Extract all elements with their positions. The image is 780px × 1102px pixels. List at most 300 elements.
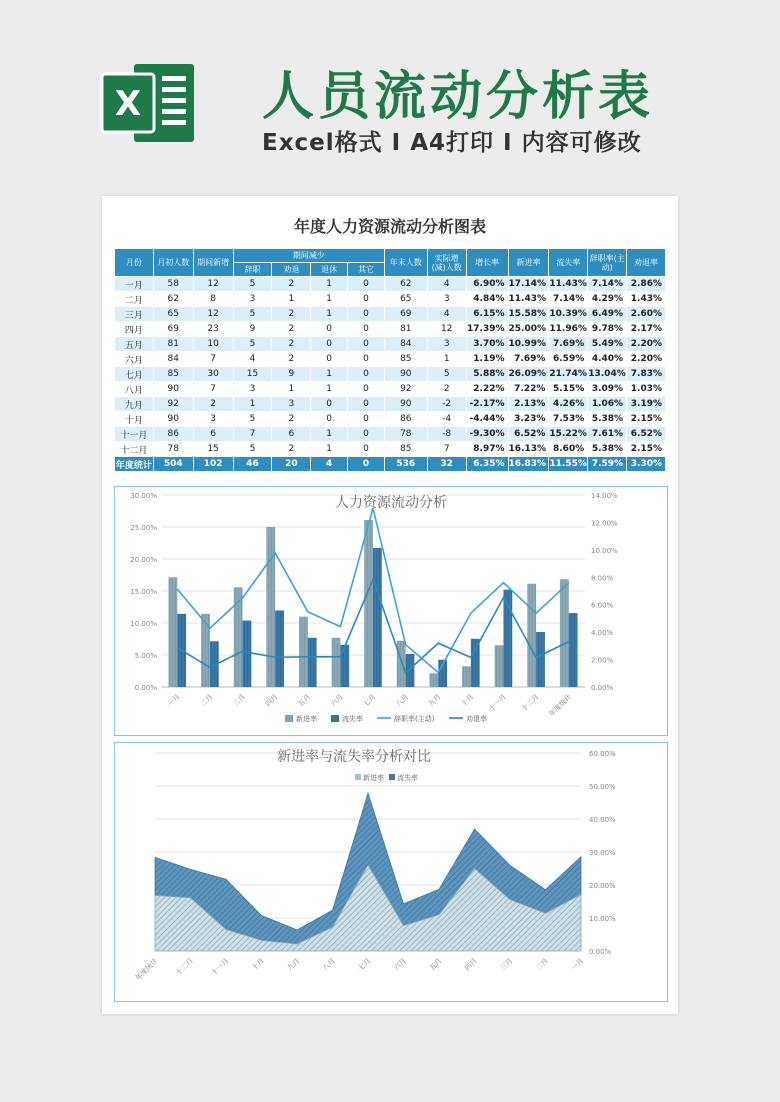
cell-resign-rate: 3.09% (588, 382, 627, 397)
x-tick-label: 一月 (569, 956, 586, 973)
cell-end: 86 (384, 412, 427, 427)
cell-entry: 16.13% (508, 442, 549, 457)
header-net: 实际增(减)人数 (427, 249, 466, 277)
cell-end: 65 (384, 292, 427, 307)
cell-dismiss: 1 (272, 382, 311, 397)
header-decrease: 期间减少 (233, 249, 384, 263)
right-tick-label: 10.00% (591, 546, 618, 555)
table-row (115, 277, 666, 292)
cell-net: 2 (427, 382, 466, 397)
header-dismiss-rate: 劝退率 (627, 249, 666, 277)
cell-growth: 6.15% (466, 307, 508, 322)
cell-month: 十月 (115, 412, 154, 427)
cell-new: 2 (193, 397, 233, 412)
cell-dismiss: 2 (272, 412, 311, 427)
cell-loss: 7.69% (549, 337, 588, 352)
cell-retire: 1 (311, 427, 348, 442)
header-new: 期间新增 (193, 249, 233, 277)
left-tick-label: 20.00% (130, 556, 157, 564)
total-cell-resign-rate: 7.59% (588, 457, 627, 472)
cell-loss: 11.96% (549, 322, 588, 337)
cell-dismiss: 9 (272, 367, 311, 382)
cell-dismiss: 2 (272, 322, 311, 337)
cell-growth: -9.30% (466, 427, 508, 442)
cell-resign-rate: 1.06% (588, 397, 627, 412)
bar-entry-rate (397, 641, 406, 687)
bar-loss-rate (406, 654, 415, 687)
legend-swatch (331, 715, 339, 722)
header-entry: 新进率 (508, 249, 549, 277)
cell-resign: 15 (233, 367, 272, 382)
cell-other: 0 (348, 322, 385, 337)
cell-resign-rate: 4.40% (588, 352, 627, 367)
x-tick-label: 六月 (392, 956, 408, 973)
legend-label: 劝退率 (466, 715, 487, 723)
cell-growth: 1.19% (466, 352, 508, 367)
cell-resign-rate: 9.78% (588, 322, 627, 337)
flow-analysis-chart-svg (115, 487, 667, 735)
cell-new: 8 (193, 292, 233, 307)
cell-other: 0 (348, 292, 385, 307)
bar-entry-rate (201, 614, 210, 687)
bar-entry-rate (527, 584, 536, 687)
bar-loss-rate (243, 621, 252, 687)
cell-dismiss-rate: 6.52% (627, 427, 666, 442)
chart-title: 新进率与流失率分析对比 (277, 749, 431, 765)
cell-dismiss: 2 (272, 442, 311, 457)
bar-entry-rate (332, 638, 341, 687)
total-row (115, 457, 666, 472)
bar-loss-rate (569, 613, 578, 687)
sheet-title: 年度人力资源流动分析图表 (293, 217, 486, 236)
cell-entry: 11.43% (508, 292, 549, 307)
right-tick-label: 20.00% (589, 882, 616, 890)
cell-retire: 1 (311, 367, 348, 382)
cell-loss: 7.53% (549, 412, 588, 427)
legend-swatch (285, 715, 293, 722)
total-cell-other: 0 (348, 457, 385, 472)
cell-month: 十一月 (115, 427, 154, 442)
cell-loss: 4.26% (549, 397, 588, 412)
total-cell-entry: 16.83% (508, 457, 549, 472)
x-tick-label: 年度统计 (547, 692, 574, 719)
cell-growth: 4.84% (466, 292, 508, 307)
cell-growth: 5.88% (466, 367, 508, 382)
cell-resign: 3 (233, 292, 272, 307)
table-row (115, 382, 666, 397)
right-tick-label: 10.00% (589, 915, 616, 923)
right-tick-label: 6.00% (591, 601, 614, 610)
cell-resign-rate: 4.29% (588, 292, 627, 307)
legend-label: 新进率 (296, 715, 317, 723)
cell-resign-rate: 7.61% (588, 427, 627, 442)
left-tick-label: 25.00% (130, 524, 157, 532)
x-tick-label: 年度统计 (133, 956, 160, 983)
x-tick-label: 七月 (356, 956, 373, 973)
bar-loss-rate (340, 645, 349, 687)
cell-new: 10 (193, 337, 233, 352)
cell-other: 0 (348, 337, 385, 352)
cell-start: 86 (153, 427, 193, 442)
cell-other: 0 (348, 307, 385, 322)
x-tick-label: 六月 (329, 692, 345, 709)
x-tick-label: 四月 (264, 692, 280, 709)
cell-net: -2 (427, 397, 466, 412)
cell-growth: 6.90% (466, 277, 508, 292)
right-tick-label: 60.00% (589, 750, 616, 758)
legend-label: 新进率 (363, 774, 384, 782)
cell-resign: 5 (233, 277, 272, 292)
cell-resign: 3 (233, 382, 272, 397)
cell-net: -4 (427, 412, 466, 427)
cell-dismiss: 1 (272, 292, 311, 307)
bar-entry-rate (560, 579, 569, 687)
cell-entry: 6.52% (508, 427, 549, 442)
cell-retire: 1 (311, 277, 348, 292)
bar-entry-rate (364, 520, 373, 687)
header-retire: 退休 (311, 263, 348, 277)
table-row (115, 427, 666, 442)
legend-label: 流失率 (342, 715, 363, 723)
x-tick-label: 五月 (427, 956, 444, 973)
total-cell-new: 102 (193, 457, 233, 472)
x-tick-label: 八月 (321, 956, 337, 973)
cell-end: 62 (384, 277, 427, 292)
cell-dismiss: 6 (272, 427, 311, 442)
bar-entry-rate (495, 645, 504, 687)
cell-end: 78 (384, 427, 427, 442)
header-month: 月份 (115, 249, 154, 277)
left-tick-label: 0.00% (134, 684, 157, 692)
logo-letter: X (114, 84, 142, 124)
bar-entry-rate (429, 673, 438, 687)
cell-end: 90 (384, 397, 427, 412)
entry-loss-compare-chart-svg (115, 743, 667, 1001)
cell-other: 0 (348, 442, 385, 457)
cell-growth: 2.22% (466, 382, 508, 397)
cell-dismiss-rate: 1.03% (627, 382, 666, 397)
right-tick-label: 4.00% (591, 629, 614, 638)
cell-start: 85 (153, 367, 193, 382)
cell-loss: 11.43% (549, 277, 588, 292)
cell-retire: 1 (311, 382, 348, 397)
x-tick-label: 五月 (296, 692, 313, 709)
total-cell-start: 504 (153, 457, 193, 472)
cell-entry: 10.99% (508, 337, 549, 352)
total-cell-growth: 6.35% (466, 457, 508, 472)
cell-start: 90 (153, 382, 193, 397)
cell-resign: 7 (233, 427, 272, 442)
bar-entry-rate (462, 666, 471, 687)
header-resign: 辞职 (233, 263, 272, 277)
x-tick-label: 十月 (250, 956, 266, 973)
bar-loss-rate (308, 638, 317, 687)
cell-month: 二月 (115, 292, 154, 307)
right-tick-label: 0.00% (591, 684, 614, 692)
cell-dismiss-rate: 2.15% (627, 412, 666, 427)
cell-resign: 5 (233, 307, 272, 322)
right-tick-label: 0.00% (589, 948, 612, 956)
cell-end: 90 (384, 367, 427, 382)
cell-dismiss-rate: 2.15% (627, 442, 666, 457)
total-cell-net: 32 (427, 457, 466, 472)
cell-resign-rate: 6.49% (588, 307, 627, 322)
cell-end: 85 (384, 442, 427, 457)
cell-start: 81 (153, 337, 193, 352)
spreadsheet-page (102, 196, 678, 1014)
excel-logo-icon (100, 58, 198, 148)
right-tick-label: 30.00% (589, 849, 616, 857)
page-subtitle: Excel格式 Ⅰ A4打印 Ⅰ 内容可修改 (262, 130, 642, 156)
flow-table (114, 248, 666, 472)
bar-entry-rate (266, 527, 275, 687)
table-row (115, 337, 666, 352)
total-cell-retire: 4 (311, 457, 348, 472)
header-loss: 流失率 (549, 249, 588, 277)
x-tick-label: 七月 (361, 692, 378, 709)
cell-entry: 25.00% (508, 322, 549, 337)
total-cell-end: 536 (384, 457, 427, 472)
bar-loss-rate (275, 610, 284, 687)
total-cell-loss: 11.55% (549, 457, 588, 472)
header-start: 月初人数 (153, 249, 193, 277)
cell-start: 69 (153, 322, 193, 337)
cell-growth: -2.17% (466, 397, 508, 412)
cell-retire: 0 (311, 322, 348, 337)
cell-start: 62 (153, 292, 193, 307)
cell-retire: 0 (311, 412, 348, 427)
cell-month: 一月 (115, 277, 154, 292)
x-tick-label: 九月 (427, 692, 443, 709)
cell-net: 5 (427, 367, 466, 382)
cell-dismiss-rate: 2.20% (627, 337, 666, 352)
cell-new: 7 (193, 352, 233, 367)
cell-resign: 5 (233, 442, 272, 457)
x-tick-label: 十二月 (519, 692, 541, 714)
cell-month: 三月 (115, 307, 154, 322)
cell-month: 四月 (115, 322, 154, 337)
table-body (115, 277, 666, 472)
cell-other: 0 (348, 412, 385, 427)
cell-net: -8 (427, 427, 466, 442)
x-tick-label: 八月 (394, 692, 411, 709)
legend-swatch (389, 774, 395, 780)
cell-month: 九月 (115, 397, 154, 412)
right-tick-label: 40.00% (589, 816, 616, 824)
cell-net: 4 (427, 307, 466, 322)
cell-resign: 5 (233, 337, 272, 352)
x-tick-label: 十二月 (174, 956, 195, 978)
cell-net: 3 (427, 337, 466, 352)
table-row (115, 397, 666, 412)
cell-loss: 6.59% (549, 352, 588, 367)
cell-dismiss-rate: 2.17% (627, 322, 666, 337)
cell-other: 0 (348, 397, 385, 412)
cell-end: 85 (384, 352, 427, 367)
cell-dismiss: 2 (272, 277, 311, 292)
x-tick-label: 九月 (285, 956, 302, 973)
table-row (115, 307, 666, 322)
x-tick-label: 十一月 (487, 692, 508, 714)
cell-dismiss: 2 (272, 307, 311, 322)
cell-growth: 8.97% (466, 442, 508, 457)
total-cell-dismiss-rate: 3.30% (627, 457, 666, 472)
total-cell-dismiss: 20 (272, 457, 311, 472)
bar-entry-rate (299, 617, 308, 687)
chart-title: 人力资源流动分析 (335, 495, 447, 511)
cell-resign-rate: 5.38% (588, 442, 627, 457)
banner (0, 0, 780, 190)
left-tick-label: 5.00% (134, 652, 157, 660)
cell-month: 六月 (115, 352, 154, 367)
x-tick-label: 一月 (166, 692, 182, 709)
left-tick-label: 15.00% (130, 588, 157, 596)
legend-label: 流失率 (397, 774, 418, 782)
x-tick-label: 十一月 (209, 956, 231, 978)
cell-new: 12 (193, 277, 233, 292)
cell-retire: 1 (311, 292, 348, 307)
table-row (115, 442, 666, 457)
cell-new: 3 (193, 412, 233, 427)
table-row (115, 292, 666, 307)
cell-loss: 10.39% (549, 307, 588, 322)
cell-entry: 7.69% (508, 352, 549, 367)
table-row (115, 352, 666, 367)
right-tick-label: 50.00% (589, 783, 616, 791)
total-cell-month: 年度统计 (115, 457, 154, 472)
cell-retire: 0 (311, 397, 348, 412)
cell-other: 0 (348, 352, 385, 367)
header-dismiss: 劝退 (272, 263, 311, 277)
cell-retire: 0 (311, 352, 348, 367)
cell-resign-rate: 13.04% (588, 367, 627, 382)
header-end: 年末人数 (384, 249, 427, 277)
cell-resign-rate: 5.38% (588, 412, 627, 427)
cell-start: 90 (153, 412, 193, 427)
cell-new: 30 (193, 367, 233, 382)
cell-loss: 21.74% (549, 367, 588, 382)
x-tick-label: 三月 (231, 692, 247, 709)
cell-new: 15 (193, 442, 233, 457)
right-tick-label: 12.00% (591, 519, 618, 528)
cell-month: 十二月 (115, 442, 154, 457)
x-tick-label: 二月 (534, 956, 550, 973)
cell-month: 五月 (115, 337, 154, 352)
cell-dismiss-rate: 2.20% (627, 352, 666, 367)
cell-new: 6 (193, 427, 233, 442)
cell-end: 84 (384, 337, 427, 352)
cell-entry: 26.09% (508, 367, 549, 382)
table-row (115, 322, 666, 337)
cell-retire: 0 (311, 337, 348, 352)
table-row (115, 412, 666, 427)
cell-other: 0 (348, 427, 385, 442)
cell-entry: 3.23% (508, 412, 549, 427)
cell-growth: 3.70% (466, 337, 508, 352)
cell-new: 7 (193, 382, 233, 397)
header-other: 其它 (348, 263, 385, 277)
x-tick-label: 十月 (459, 692, 476, 709)
cell-net: 12 (427, 322, 466, 337)
flow-analysis-chart (114, 486, 668, 736)
right-tick-label: 14.00% (591, 492, 618, 500)
cell-entry: 15.58% (508, 307, 549, 322)
bar-loss-rate (471, 639, 480, 687)
legend-swatch (355, 774, 361, 780)
cell-resign: 9 (233, 322, 272, 337)
legend-label: 辞职率(主动) (394, 715, 435, 723)
right-tick-label: 2.00% (591, 656, 614, 665)
left-tick-label: 10.00% (130, 620, 157, 628)
cell-entry: 2.13% (508, 397, 549, 412)
x-tick-label: 二月 (198, 692, 215, 709)
cell-net: 4 (427, 277, 466, 292)
cell-end: 81 (384, 322, 427, 337)
cell-entry: 7.22% (508, 382, 549, 397)
cell-month: 八月 (115, 382, 154, 397)
cell-other: 0 (348, 367, 385, 382)
cell-loss: 7.14% (549, 292, 588, 307)
cell-other: 0 (348, 382, 385, 397)
cell-retire: 1 (311, 442, 348, 457)
cell-start: 65 (153, 307, 193, 322)
total-cell-resign: 46 (233, 457, 272, 472)
bar-loss-rate (536, 632, 545, 687)
cell-loss: 5.15% (549, 382, 588, 397)
cell-dismiss-rate: 1.43% (627, 292, 666, 307)
cell-dismiss: 2 (272, 352, 311, 367)
cell-new: 23 (193, 322, 233, 337)
cell-dismiss-rate: 3.19% (627, 397, 666, 412)
cell-net: 7 (427, 442, 466, 457)
cell-start: 58 (153, 277, 193, 292)
cell-resign: 5 (233, 412, 272, 427)
cell-resign-rate: 5.49% (588, 337, 627, 352)
cell-resign-rate: 7.14% (588, 277, 627, 292)
table-row (115, 367, 666, 382)
cell-other: 0 (348, 277, 385, 292)
cell-new: 12 (193, 307, 233, 322)
cell-loss: 8.60% (549, 442, 588, 457)
cell-entry: 17.14% (508, 277, 549, 292)
cell-end: 92 (384, 382, 427, 397)
bar-entry-rate (169, 577, 178, 687)
cell-dismiss-rate: 7.83% (627, 367, 666, 382)
cell-start: 92 (153, 397, 193, 412)
bar-loss-rate (373, 548, 382, 687)
cell-loss: 15.22% (549, 427, 588, 442)
cell-net: 1 (427, 352, 466, 367)
cell-dismiss: 2 (272, 337, 311, 352)
cell-resign: 4 (233, 352, 272, 367)
cell-dismiss-rate: 2.60% (627, 307, 666, 322)
cell-start: 78 (153, 442, 193, 457)
cell-month: 七月 (115, 367, 154, 382)
cell-growth: -4.44% (466, 412, 508, 427)
cell-end: 69 (384, 307, 427, 322)
header-growth: 增长率 (466, 249, 508, 277)
cell-net: 3 (427, 292, 466, 307)
cell-start: 84 (153, 352, 193, 367)
cell-dismiss-rate: 2.86% (627, 277, 666, 292)
cell-growth: 17.39% (466, 322, 508, 337)
left-tick-label: 30.00% (130, 492, 157, 500)
cell-retire: 1 (311, 307, 348, 322)
right-tick-label: 8.00% (591, 574, 614, 583)
cell-resign: 1 (233, 397, 272, 412)
x-tick-label: 四月 (463, 956, 479, 973)
header-resign-rate: 辞职率(主动) (588, 249, 627, 277)
